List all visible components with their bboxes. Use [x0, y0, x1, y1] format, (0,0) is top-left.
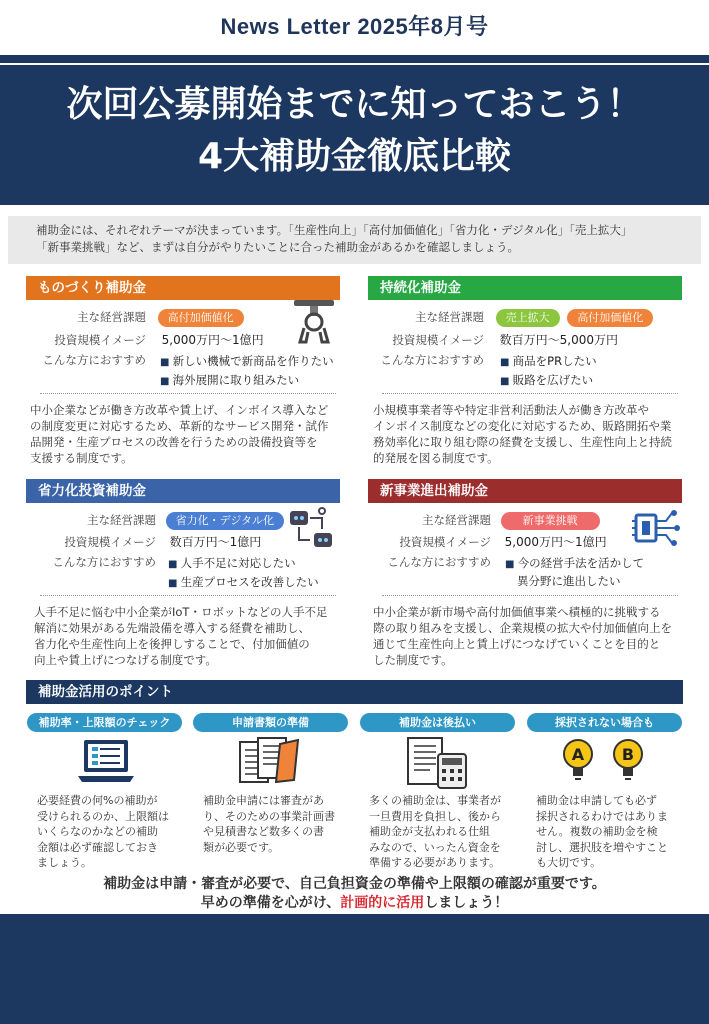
point-line: 補助金が支払われる仕組: [369, 825, 490, 838]
desc-line: 支援する制度です。: [30, 451, 133, 465]
scale-value: 5,000万円～1億円: [504, 535, 607, 549]
point-line: せん。複数の補助金を検: [536, 825, 658, 838]
hero-banner: [0, 55, 709, 205]
target-item: ■ 商品をPRしたい: [500, 353, 597, 369]
desc-line: 通じて生産性向上と賃上げにつなげていくことを目的と: [373, 637, 661, 651]
card-divider: [382, 393, 678, 394]
target-item: ■ 新しい機械で新商品を作りたい: [160, 353, 334, 369]
desc-line: した制度です。: [373, 653, 453, 667]
hero-title-line1: 次回公募開始までに知っておこう！: [66, 84, 643, 125]
point-line: 必要経費の何%の補助が: [37, 794, 158, 807]
footer-band: [0, 914, 709, 1024]
target-item: ■ 販路を広げたい: [500, 372, 593, 388]
laptop-icon: [76, 738, 136, 790]
desc-line: 際の取り組みを支援し、企業規模の拡大や付加価値向上を: [373, 621, 672, 635]
theme-label: 主な経営課題: [87, 513, 156, 527]
point-tab-rate: 補助率・上限額のチェック: [27, 713, 182, 732]
card-title: 持続化補助金: [368, 276, 682, 300]
point-line: り、そのための事業計画書: [203, 809, 335, 823]
card-monozukuri-scale-row: [50, 331, 264, 348]
closing-text: 早めの準備を心がけ、: [200, 895, 341, 911]
calculator-icon: [404, 736, 472, 794]
theme-label: 主な経営課題: [422, 513, 491, 527]
point-text-notselected: [536, 793, 674, 871]
intro-box: [8, 216, 701, 264]
hero-top-rule: [0, 63, 709, 65]
point-line: ましょう。: [37, 856, 92, 869]
theme-label: 主な経営課題: [415, 310, 484, 324]
newsletter-header: News Letter 2025年8月号: [220, 14, 489, 39]
scale-label: 投資規模イメージ: [64, 535, 156, 549]
theme-pill: 売上拡大: [496, 309, 560, 327]
card-shinjigyo-scale-row: [395, 533, 607, 550]
point-tab-notselected: 採択されない場合も: [527, 713, 682, 732]
card-divider: [40, 595, 336, 596]
card-shinjigyo-desc: [373, 604, 693, 668]
card-monozukuri-theme-row: [50, 309, 248, 327]
desc-line: 向上や賃上げにつなげる制度です。: [34, 653, 217, 667]
point-line: みなので、いったん資金を: [369, 840, 501, 854]
point-text-postpay: [369, 793, 507, 871]
closing-emphasis: 計画的に活用: [340, 895, 425, 911]
robot-icon: [288, 505, 336, 557]
target-label: こんな方におすすめ: [42, 353, 146, 367]
target-label: こんな方におすすめ: [52, 555, 156, 569]
desc-line: 中小企業などが働き方改革や賃上げ、インボイス導入など: [30, 403, 329, 417]
target-item: ■ 海外展開に取り組みたい: [160, 372, 299, 388]
hero-title-line2: 4大補助金徹底比較: [197, 136, 512, 177]
card-title: ものづくり補助金: [26, 276, 340, 300]
card-shinjigyo-theme-row: [395, 512, 604, 530]
target-item: ■ 人手不足に対応したい: [168, 555, 296, 571]
ab-bulbs-icon: [562, 738, 652, 788]
scale-label: 投資規模イメージ: [399, 535, 491, 549]
point-line: 準備する必要があります。: [369, 856, 501, 869]
card-jizokuka-scale-row: [388, 331, 618, 348]
target-item: 異分野に進出したい: [517, 574, 621, 588]
target-label: こんな方におすすめ: [380, 353, 484, 367]
desc-line: 的発展を図る制度です。: [373, 451, 499, 465]
card-monozukuri: [26, 276, 340, 300]
svg-text:B: B: [621, 745, 635, 764]
closing-line-1: 補助金は申請・審査が必要で、自己負担資金の準備や上限額の確認が重要です。: [103, 876, 606, 892]
desc-line: 品開発・生産プロセスの改善を行うための設備投資等を: [30, 435, 318, 449]
theme-pill: 高付加価値化: [567, 309, 653, 327]
closing-message: [0, 875, 709, 913]
desc-line: 人手不足に悩む中小企業がIoT・ロボットなどの人手不足: [34, 605, 328, 619]
points-title: 補助金活用のポイント: [26, 680, 683, 704]
card-shinjigyo-target-label: [383, 554, 491, 570]
desc-line: 中小企業が新市場や高付加価値事業へ積極的に挑戦する: [373, 605, 661, 619]
theme-pill: 新事業挑戦: [501, 512, 600, 530]
card-shoryokuka-theme-row: [60, 512, 288, 530]
card-jizokuka-desc: [373, 402, 693, 466]
chip-icon: [630, 505, 682, 557]
card-shoryokuka-target-label: [46, 554, 156, 570]
point-line: や見積書など数多くの書: [203, 825, 324, 838]
point-line: も大切です。: [536, 856, 602, 869]
card-shinjigyo: [368, 479, 682, 503]
documents-icon: [236, 736, 304, 792]
card-jizokuka-theme-row: [388, 309, 657, 327]
card-jizokuka: [368, 276, 682, 300]
scale-value: 数百万円～5,000万円: [499, 333, 619, 347]
point-text-rate: [37, 793, 175, 871]
intro-line-2: 「新事業挑戦」など、まずは自分がやりたいことに合った補助金があるかを確認しましょう。: [36, 240, 519, 254]
point-line: 一旦費用を負担し、後から: [369, 809, 501, 823]
point-tab-documents: 申請書類の準備: [193, 713, 348, 732]
card-jizokuka-target-label: [376, 352, 484, 368]
card-shoryokuka-desc: [34, 604, 348, 668]
point-line: 多くの補助金は、事業者が: [369, 794, 501, 807]
point-line: いくらなのかなどの補助: [37, 825, 158, 838]
theme-label: 主な経営課題: [77, 310, 146, 324]
card-divider: [40, 393, 336, 394]
card-divider: [382, 595, 678, 596]
theme-pill: 高付加価値化: [158, 309, 244, 327]
closing-text: しましょう！: [424, 895, 509, 911]
scale-label: 投資規模イメージ: [392, 333, 484, 347]
card-shoryokuka: [26, 479, 340, 503]
desc-line: の制度変更に対応するため、革新的なサービス開発・試作: [30, 419, 329, 433]
card-monozukuri-target-label: [38, 352, 146, 368]
svg-text:A: A: [571, 745, 585, 764]
point-line: 採択されるわけではありま: [536, 809, 668, 823]
point-line: 補助金申請には審査があ: [203, 794, 324, 807]
target-label: こんな方におすすめ: [387, 555, 491, 569]
point-line: 討し、選択肢を増やすこと: [536, 840, 668, 854]
scale-value: 数百万円～1億円: [169, 535, 262, 549]
card-title: 省力化投資補助金: [26, 479, 340, 503]
target-item: ■ 今の経営手法を活かして: [505, 555, 644, 571]
point-line: 受けられるのか、上限額は: [37, 809, 169, 823]
desc-line: 務効率化に取り組む際の経費を支援し、生産性向上と持続: [373, 435, 672, 449]
target-item: ■ 生産プロセスを改善したい: [168, 574, 319, 590]
point-text-documents: [203, 793, 341, 855]
point-line: 金額は必ず確認しておき: [37, 840, 158, 854]
card-monozukuri-desc: [30, 402, 344, 466]
card-title: 新事業進出補助金: [368, 479, 682, 503]
desc-line: 解消に効果がある先端設備を導入する経費を補助し、: [34, 621, 310, 635]
scale-label: 投資規模イメージ: [54, 333, 146, 347]
scale-value: 5,000万円～1億円: [161, 333, 264, 347]
desc-line: インボイス制度などの変化に対応するため、販路開拓や業: [373, 419, 672, 433]
intro-line-1: 補助金には、それぞれテーマが決まっています。「生産性向上」「高付加価値化」「省力化・デジタル化」「売上拡大」: [36, 223, 633, 237]
closing-line-2: [0, 894, 709, 913]
point-line: 類が必要です。: [203, 840, 280, 854]
point-tab-postpay: 補助金は後払い: [360, 713, 515, 732]
robot-arm-icon: [290, 298, 338, 352]
theme-pill: 省力化・デジタル化: [166, 512, 284, 530]
desc-line: 小規模事業者等や特定非営利活動法人が働き方改革や: [373, 403, 649, 417]
point-line: 補助金は申請しても必ず: [536, 794, 657, 807]
desc-line: 省力化や生産性向上を後押しすることで、付加価値の: [34, 637, 310, 651]
card-shoryokuka-scale-row: [56, 533, 261, 550]
